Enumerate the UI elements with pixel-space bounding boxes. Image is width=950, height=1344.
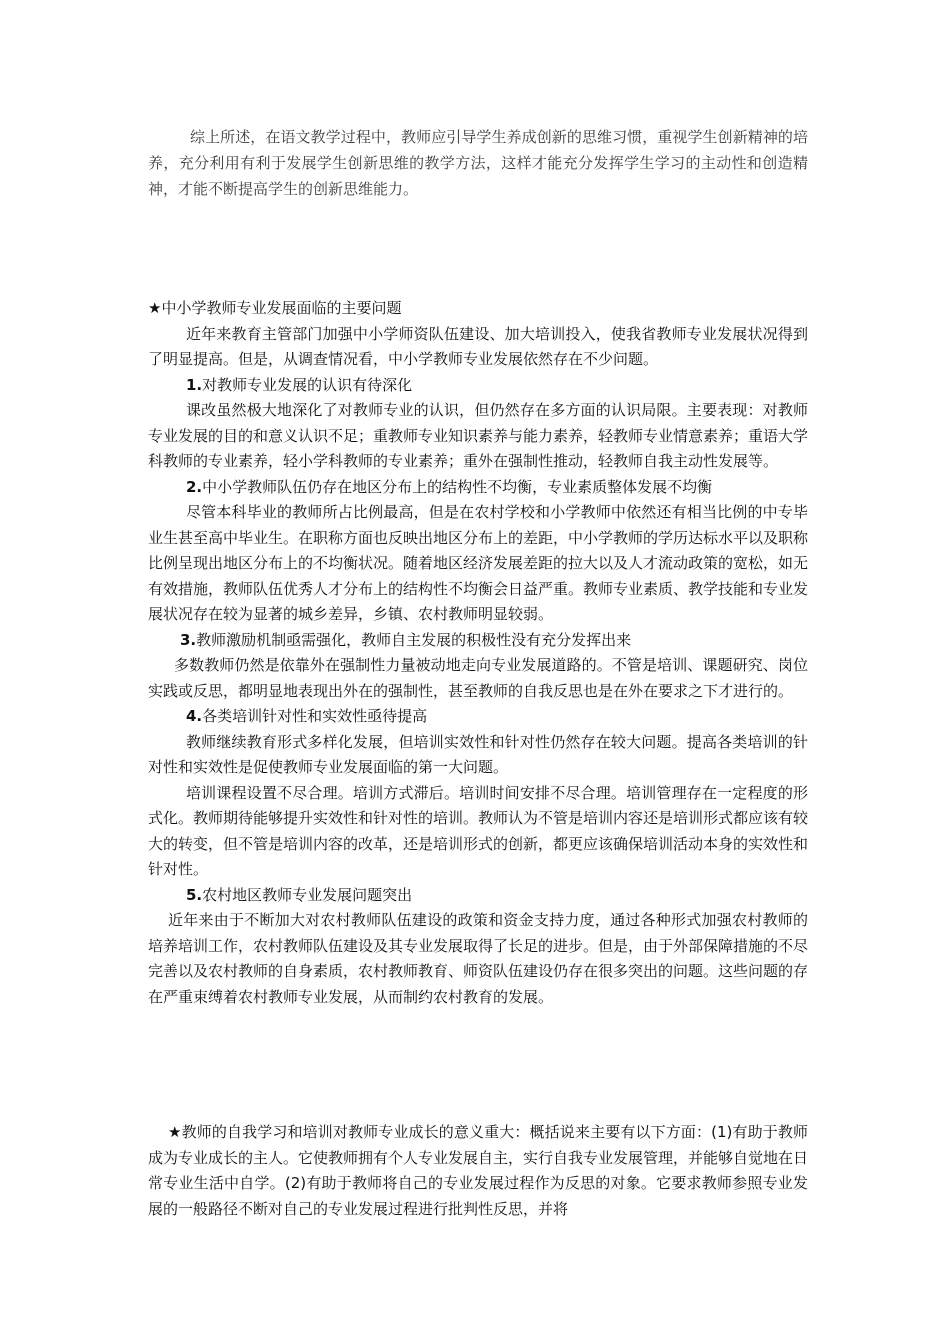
item-paragraph: 近年来由于不断加大对农村教师队伍建设的政策和资金支持力度，通过各种形式加强农村教师的培养培训工作，农村教师队伍建设及其专业发展取得了长足的进步。但是，由于外部保障措施的不尽完善以及农村教师的自身素质，农村教师教育、师资队伍建设仍存在很多突出的问题。这些问题的存在严重束缚着农村教师专业发展，从而制约农村教育的发展。 — [148, 911, 809, 1006]
item-heading-2 — [148, 475, 808, 501]
item-number: 2. — [186, 477, 203, 496]
item-heading-1 — [148, 373, 808, 399]
item-heading-text: 中小学教师队伍仍存在地区分布上的结构性不均衡，专业素质整体发展不均衡 — [202, 477, 713, 496]
item-paragraph: 尽管本科毕业的教师所占比例最高，但是在农村学校和小学教师中依然还有相当比例的中专毕业生甚至高中毕业生。在职称方面也反映出地区分布上的差距，中小学教师的学历达标水平以及职称比例呈现出地区分布上的不均衡状况。随着地区经济发展差距的拉大以及人才流动政策的宽松，如无有效措施，教师队伍优秀人才分布上的结构性不均衡会日益严重。教师专业素质、教学技能和专业发展状况存在较为显著的城乡差异，乡镇、农村教师明显较弱。 — [148, 503, 809, 623]
item-number: 5. — [186, 885, 203, 904]
self-learning-paragraph: ★教师的自我学习和培训对教师专业成长的意义重大：概括说来主要有以下方面：(1)有助于教师成为专业成长的主人。它使教师拥有个人专业发展自主，实行自我专业发展管理，并能够自觉地在日常专业生活中自学。(2)有助于教师将自己的专业发展过程作为反思的对象。它要求教师参照专业发展的一般路径不断对自己的专业发展过程进行批判性反思，并将 — [148, 1123, 809, 1218]
intro-paragraph: 综上所述，在语文教学过程中，教师应引导学生养成创新的思维习惯，重视学生创新精神的培养，充分利用有利于发展学生创新思维的教学方法，这样才能充分发挥学生学习的主动性和创造精神，才能不断提高学生的创新思维能力。 — [148, 128, 808, 198]
item-heading-text: 各类培训针对性和实效性亟待提高 — [202, 707, 428, 725]
section-title: ★中小学教师专业发展面临的主要问题 — [148, 299, 402, 317]
item-heading-3 — [148, 628, 808, 654]
item-paragraph: 多数教师仍然是依靠外在强制性力量被动地走向专业发展道路的。不管是培训、课题研究、岗位实践或反思，都明显地表现出外在的强制性，甚至教师的自我反思也是在外在要求之下才进行的。 — [148, 656, 808, 700]
item-number: 1. — [186, 375, 203, 394]
item-paragraph: 教师继续教育形式多样化发展，但培训实效性和针对性仍然存在较大问题。提高各类培训的针对性和实效性是促使教师专业发展面临的第一大问题。 — [148, 732, 808, 776]
item-number: 3. — [180, 630, 197, 649]
item-heading-4 — [148, 704, 808, 730]
item-paragraph: 培训课程设置不尽合理。培训方式滞后。培训时间安排不尽合理。培训管理存在一定程度的形式化。教师期待能够提升实效性和针对性的培训。教师认为不管是培训内容还是培训形式都应该有较大的转变，但不管是培训内容的改革，还是培训形式的创新，都更应该确保培训活动本身的实效性和针对性。 — [148, 783, 809, 878]
item-heading-text: 教师激励机制亟需强化，教师自主发展的积极性没有充分发挥出来 — [196, 630, 632, 649]
section-self-learning — [148, 1120, 808, 1222]
item-heading-text: 农村地区教师专业发展问题突出 — [202, 885, 413, 904]
section-lead: 近年来教育主管部门加强中小学师资队伍建设、加大培训投入，使我省教师专业发展状况得到了明显提高。但是，从调查情况看，中小学教师专业发展依然存在不少问题。 — [148, 324, 808, 368]
section-problems — [148, 296, 808, 1010]
item-number: 4. — [186, 707, 203, 725]
item-paragraph: 课改虽然极大地深化了对教师专业的认识，但仍然存在多方面的认识局限。主要表现：对教师专业发展的目的和意义认识不足；重教师专业知识素养与能力素养，轻教师专业情意素养；重语大学科教师的专业素养，轻小学科教师的专业素养；重外在强制性推动，轻教师自我主动性发展等。 — [148, 401, 809, 470]
item-heading-5 — [148, 883, 808, 909]
item-heading-text: 对教师专业发展的认识有待深化 — [202, 375, 413, 394]
